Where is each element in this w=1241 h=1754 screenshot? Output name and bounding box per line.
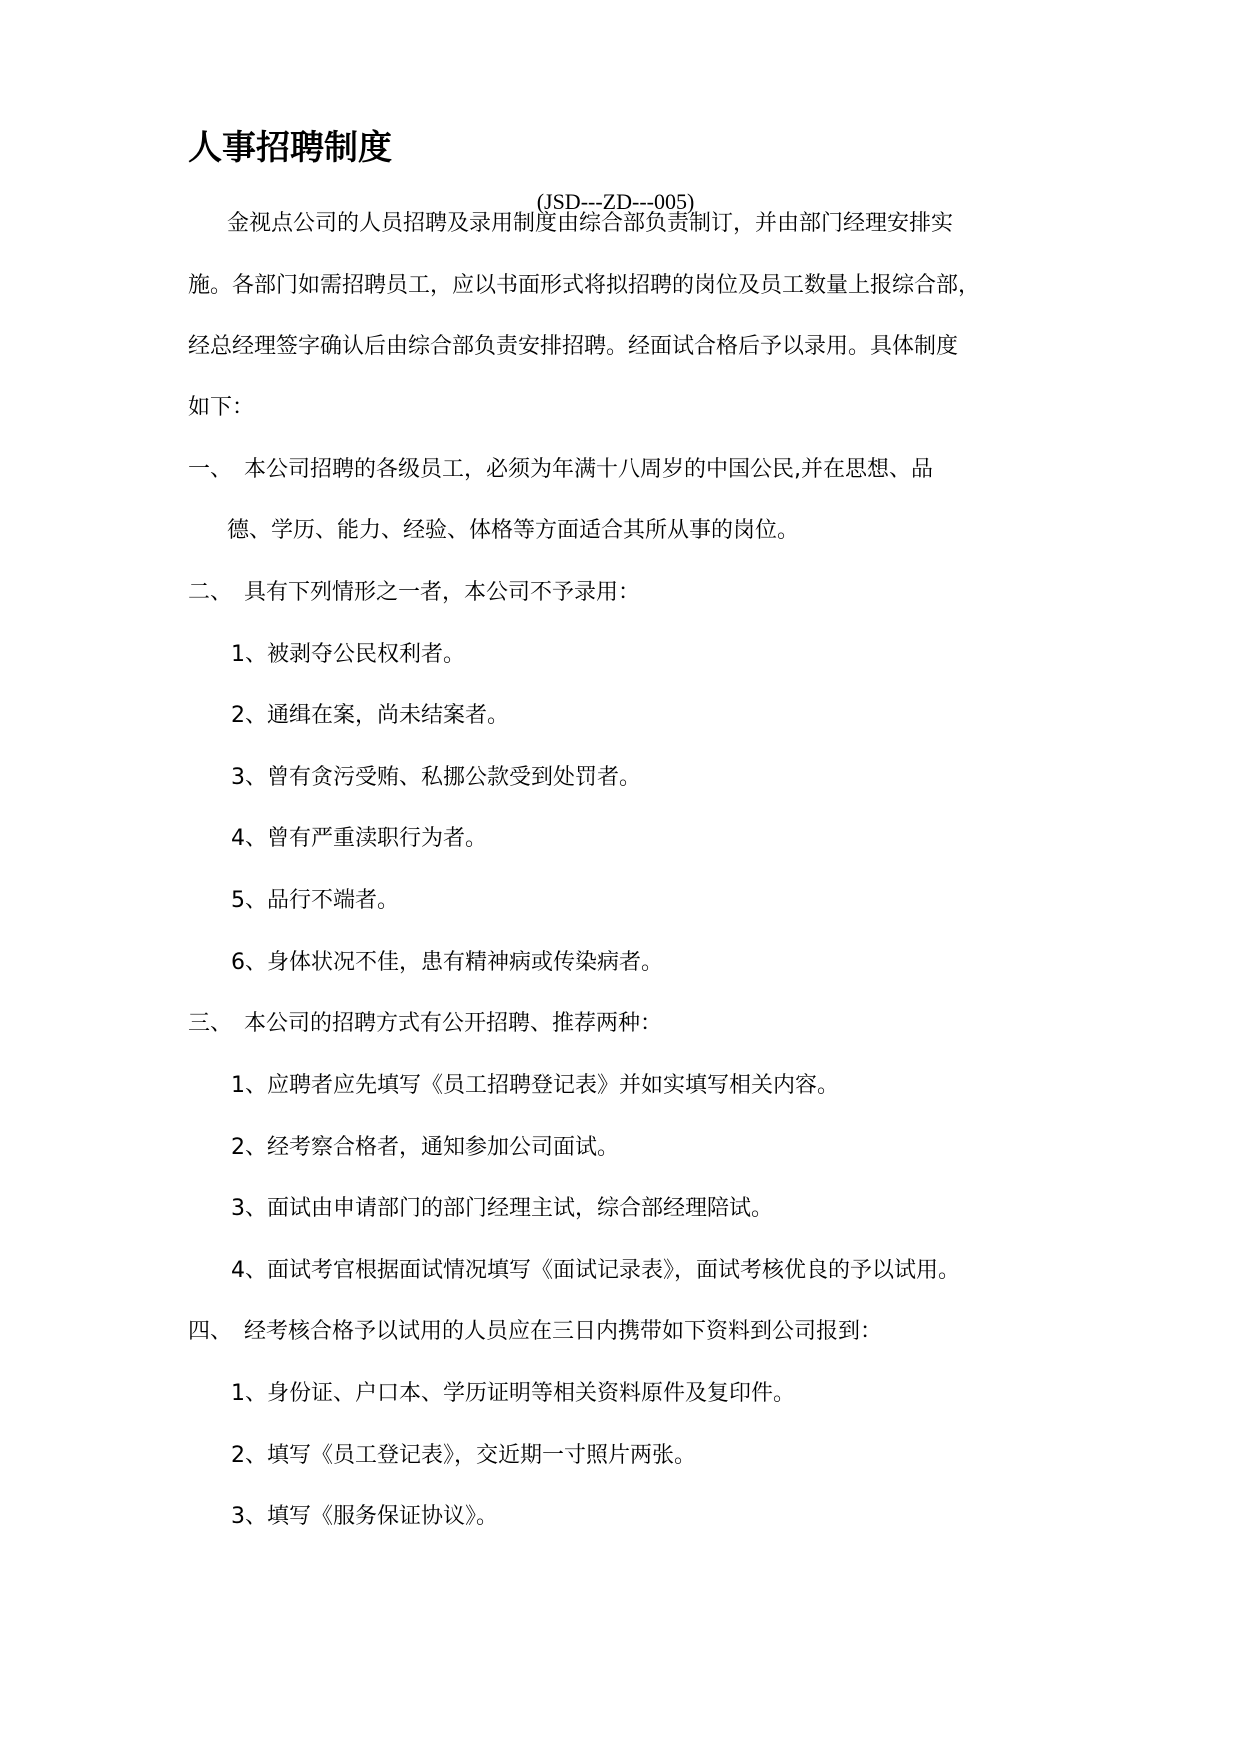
section-4-item-1: 1、身份证、户口本、学历证明等相关资料原件及复印件。: [231, 1381, 795, 1406]
section-3-item-2: 2、经考察合格者，通知参加公司面试。: [231, 1135, 619, 1160]
section-2-item-1: 1、被剥夺公民权利者。: [231, 642, 465, 667]
section-1: [188, 455, 933, 485]
section-3: [188, 1009, 662, 1039]
intro-line-2: 施。各部门如需招聘员工，应以书面形式将拟招聘的岗位及员工数量上报综合部，: [188, 273, 981, 298]
section-1-continuation: 德、学历、能力、经验、体格等方面适合其所从事的岗位。: [227, 518, 800, 543]
page-title: 人事招聘制度: [188, 128, 392, 168]
section-4-item-3: 3、填写《服务保证协议》。: [231, 1504, 498, 1529]
section-4-number: 四、: [188, 1319, 233, 1344]
section-2-number: 二、: [188, 580, 233, 605]
section-4: [188, 1317, 882, 1347]
section-3-number: 三、: [188, 1011, 233, 1036]
intro-line-1: 金视点公司的人员招聘及录用制度由综合部负责制订，并由部门经理安排实: [227, 211, 954, 236]
document-code-text: (JSD---ZD---005): [536, 189, 695, 214]
intro-line-4: 如下：: [188, 395, 255, 420]
section-2-item-5: 5、品行不端者。: [231, 888, 399, 913]
section-2-item-6: 6、身体状况不佳，患有精神病或传染病者。: [231, 950, 663, 975]
section-3-text: 本公司的招聘方式有公开招聘、推荐两种：: [244, 1011, 663, 1036]
intro-line-3: 经总经理签字确认后由综合部负责安排招聘。经面试合格后予以录用。具体制度: [188, 334, 959, 359]
section-4-text: 经考核合格予以试用的人员应在三日内携带如下资料到公司报到：: [244, 1319, 883, 1344]
section-3-item-3: 3、面试由申请部门的部门经理主试，综合部经理陪试。: [231, 1196, 773, 1221]
section-1-number: 一、: [188, 457, 233, 482]
section-1-text: 本公司招聘的各级员工，必须为年满十八周岁的中国公民,并在思想、品: [244, 457, 933, 482]
section-2: [188, 578, 640, 608]
section-2-item-3: 3、曾有贪污受贿、私挪公款受到处罚者。: [231, 765, 641, 790]
section-4-item-2: 2、填写《员工登记表》，交近期一寸照片两张。: [231, 1443, 696, 1468]
section-2-item-2: 2、通缉在案，尚未结案者。: [231, 703, 509, 728]
section-3-item-1: 1、应聘者应先填写《员工招聘登记表》并如实填写相关内容。: [231, 1073, 839, 1098]
section-2-item-4: 4、曾有严重渎职行为者。: [231, 826, 487, 851]
section-2-text: 具有下列情形之一者，本公司不予录用：: [244, 580, 641, 605]
section-3-item-4: 4、面试考官根据面试情况填写《面试记录表》，面试考核优良的予以试用。: [231, 1258, 960, 1283]
